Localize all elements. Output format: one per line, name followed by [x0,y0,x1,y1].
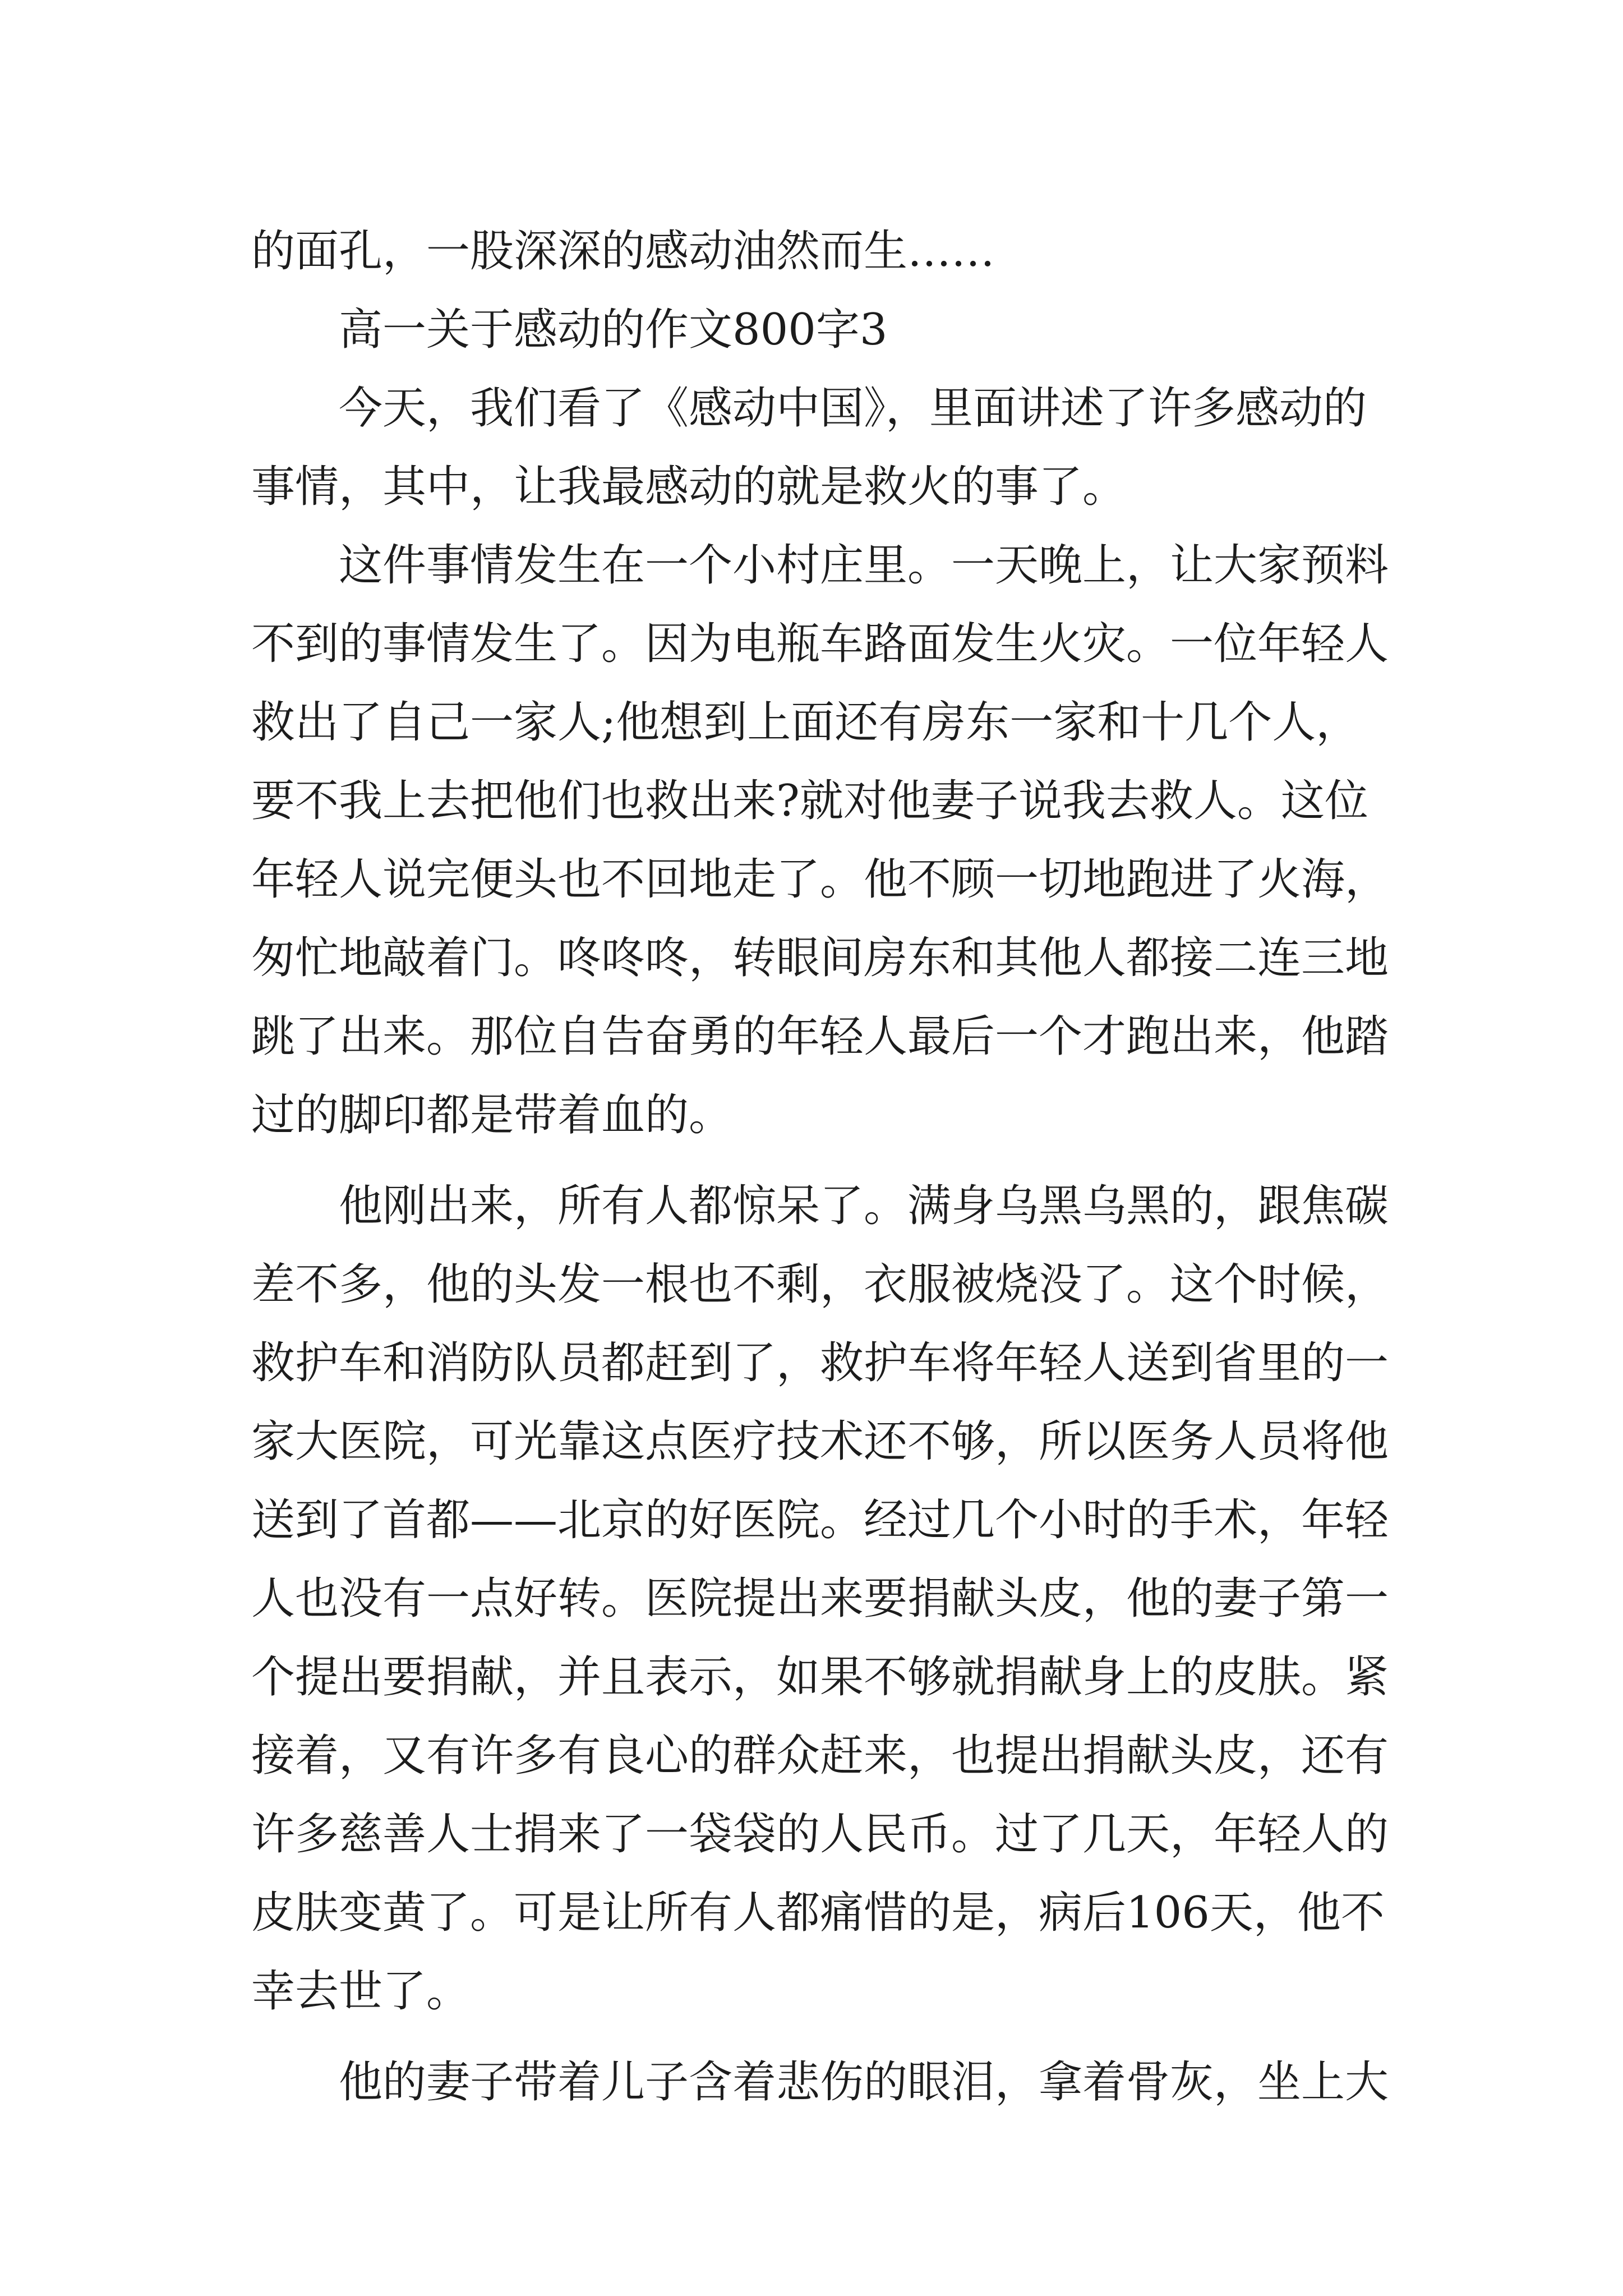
text-line: 差不多，他的头发一根也不剩，衣服被烧没了。这个时候， [251,1259,1389,1310]
text-line: 高一关于感动的作文800字3 [339,305,888,355]
text-line: 过的脚印都是带着血的。 [251,1090,733,1140]
text-line: 的面孔，一股深深的感动油然而生…… [251,226,995,277]
text-line: 事情，其中，让我最感动的就是救火的事了。 [251,462,1127,512]
text-line: 送到了首都——北京的好医院。经过几个小时的手术，年轻 [251,1495,1389,1545]
text-line: 接着，又有许多有良心的群众赶来，也提出捐献头皮，还有 [251,1731,1389,1781]
text-line: 他的妻子带着儿子含着悲伤的眼泪，拿着骨灰，坐上大 [339,2057,1389,2108]
text-line: 要不我上去把他们也救出来?就对他妻子说我去救人。这位 [251,776,1368,826]
text-line: 年轻人说完便头也不回地走了。他不顾一切地跑进了火海， [251,854,1389,905]
text-line: 不到的事情发生了。因为电瓶车路面发生火灾。一位年轻人 [251,619,1389,669]
text-line: 他刚出来，所有人都惊呆了。满身乌黑乌黑的，跟焦碳 [339,1181,1389,1231]
text-line: 人也没有一点好转。医院提出来要捐献头皮，他的妻子第一 [251,1573,1389,1624]
text-line: 个提出要捐献，并且表示，如果不够就捐献身上的皮肤。紧 [251,1652,1389,1703]
text-line: 匆忙地敲着门。咚咚咚，转眼间房东和其他人都接二连三地 [251,933,1389,983]
text-line: 家大医院，可光靠这点医疗技术还不够，所以医务人员将他 [251,1416,1389,1467]
text-line: 救出了自己一家人;他想到上面还有房东一家和十几个人， [251,697,1360,748]
text-line: 幸去世了。 [251,1966,471,2017]
text-line: 皮肤变黄了。可是让所有人都痛惜的是，病后106天，他不 [251,1888,1385,1938]
text-line: 许多慈善人士捐来了一袋袋的人民币。过了几天，年轻人的 [251,1809,1389,1860]
text-line: 跳了出来。那位自告奋勇的年轻人最后一个才跑出来，他踏 [251,1011,1389,1062]
text-line: 今天，我们看了《感动中国》，里面讲述了许多感动的 [339,383,1367,434]
text-line: 这件事情发生在一个小村庄里。一天晚上，让大家预料 [339,540,1389,591]
text-line: 救护车和消防队员都赶到了，救护车将年轻人送到省里的一 [251,1338,1389,1388]
